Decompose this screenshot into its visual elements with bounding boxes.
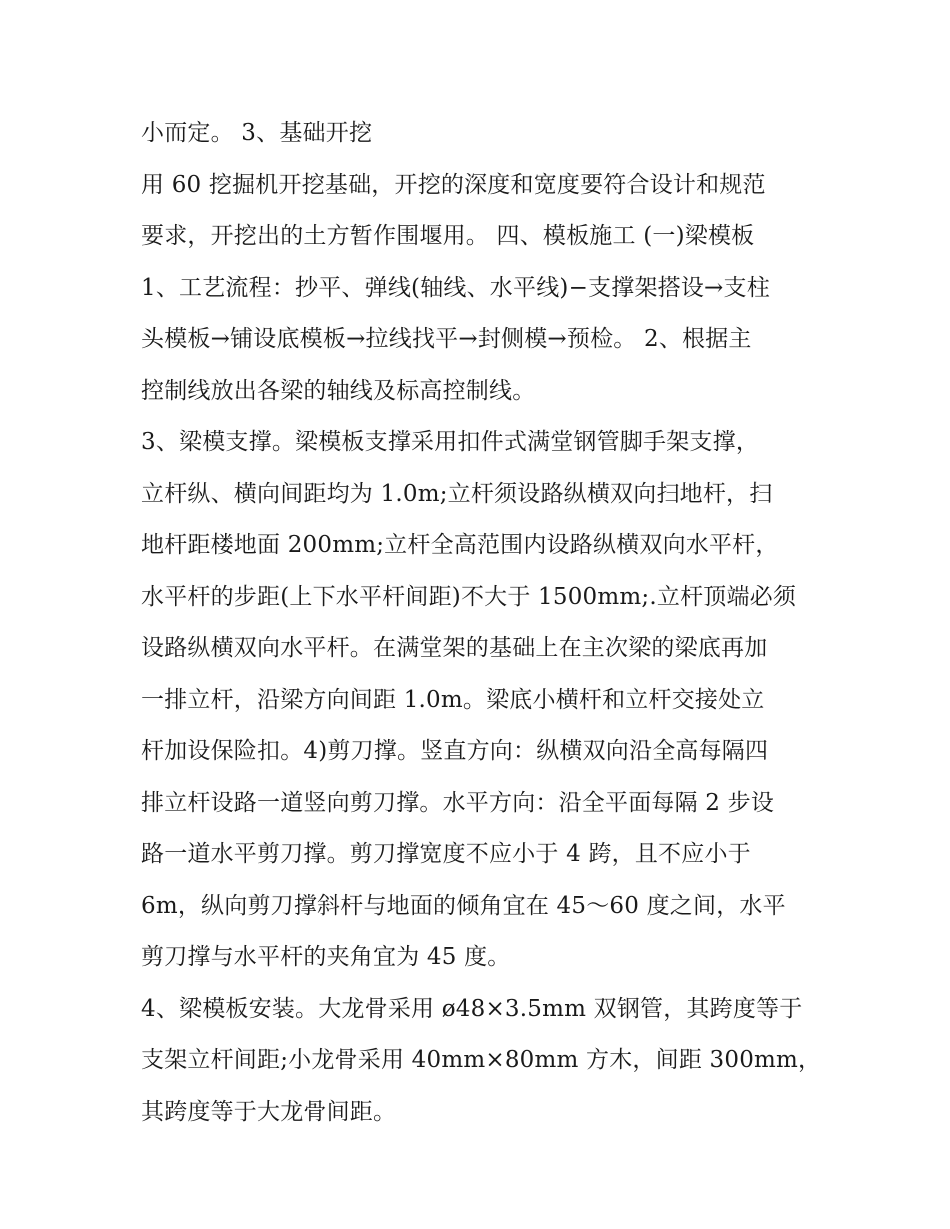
text-line: 用 60 挖掘机开挖基础，开挖的深度和宽度要符合设计和规范 (141, 171, 766, 198)
text-line: 1、工艺流程：抄平、弹线(轴线、水平线)−支撑架搭设→支柱 (141, 274, 770, 301)
text-line: 要求，开挖出的土方暂作围堰用。 四、模板施工 (一)梁模板 (141, 223, 755, 249)
text-line: 控制线放出各梁的轴线及标高控制线。 (141, 377, 536, 404)
text-line: 支架立杆间距;小龙骨采用 40mm×80mm 方木，间距 300mm， (141, 1047, 822, 1073)
text-line: 剪刀撑与水平杆的夹角宜为 45 度。 (141, 944, 511, 970)
text-line: 立杆纵、横向间距均为 1.0m;立杆须设路纵横双向扫地杆，扫 (141, 480, 773, 507)
text-line: 杆加设保险扣。4)剪刀撑。竖直方向：纵横双向沿全高每隔四 (141, 738, 769, 764)
text-line: 设路纵横双向水平杆。在满堂架的基础上在主次梁的梁底再加 (141, 635, 768, 661)
text-line: 4、梁模板安装。大龙骨采用 ø48×3.5mm 双钢管，其跨度等于 (141, 995, 803, 1022)
document-body (141, 108, 821, 1138)
text-line: 一排立杆，沿梁方向间距 1.0m。梁底小横杆和立杆交接处立 (141, 686, 765, 713)
text-line: 水平杆的步距(上下水平杆间距)不大于 1500mm;.立杆顶端必须 (141, 583, 797, 610)
text-line: 其跨度等于大龙骨间距。 (141, 1098, 397, 1125)
text-line: 地杆距楼地面 200mm;立杆全高范围内设路纵横双向水平杆， (141, 532, 779, 558)
text-line: 小而定。 3、基础开挖 (141, 120, 373, 146)
text-line: 头模板→铺设底模板→拉线找平→封侧模→预检。 2、根据主 (141, 326, 752, 352)
text-line: 6m，纵向剪刀撑斜杆与地面的倾角宜在 45～60 度之间，水平 (141, 892, 786, 919)
text-line: 3、梁模支撑。梁模板支撑采用扣件式满堂钢管脚手架支撑， (141, 429, 760, 455)
text-line: 路一道水平剪刀撑。剪刀撑宽度不应小于 4 跨，且不应小于 (141, 841, 751, 867)
text-line: 排立杆设路一道竖向剪刀撑。水平方向：沿全平面每隔 2 步设 (141, 789, 775, 816)
